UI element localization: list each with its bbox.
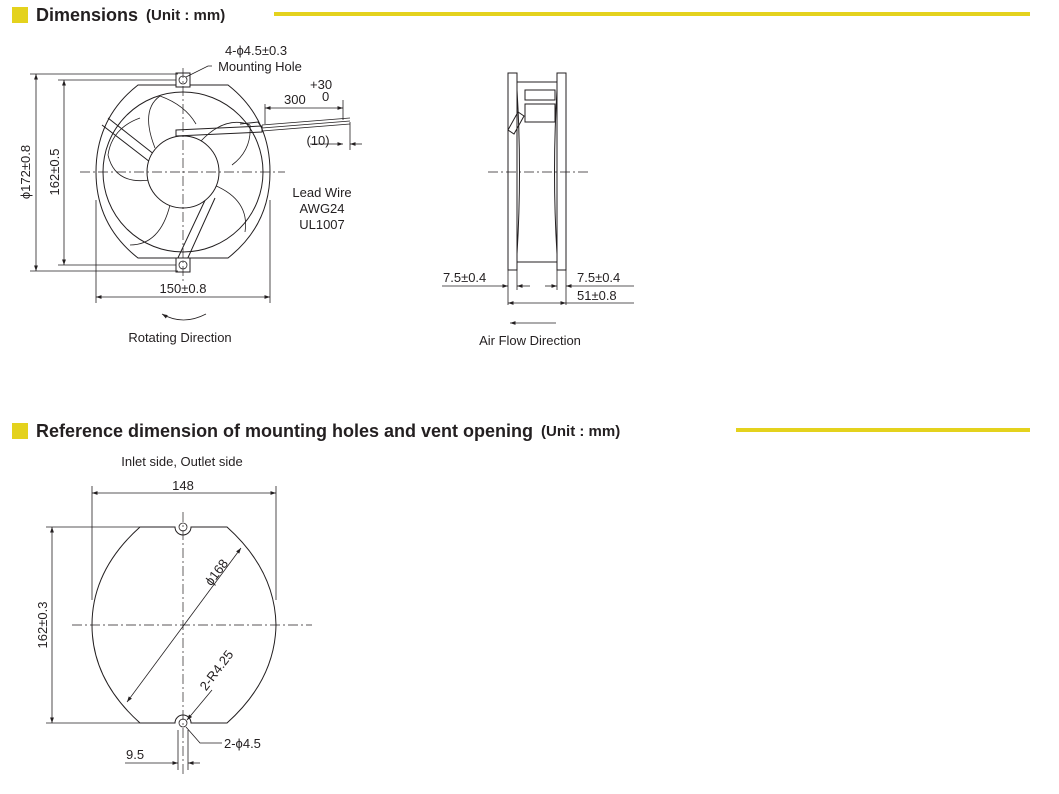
outer-diameter-label: ϕ172±0.8	[18, 144, 33, 200]
depth-label: 51±0.8	[577, 288, 617, 303]
wire-tol-minus: 0	[322, 89, 330, 104]
air-flow-label: Air Flow Direction	[479, 333, 581, 348]
ref-hole-label: 2-ϕ4.5	[224, 736, 261, 751]
right-flange	[557, 73, 566, 270]
width-label: 150±0.8	[159, 281, 207, 296]
ref-hole-leader	[186, 727, 222, 743]
height-label: 162±0.5	[47, 148, 62, 196]
lead-wire-label: Lead Wire	[292, 185, 352, 200]
motor-label-block	[525, 104, 555, 122]
side-view	[442, 73, 634, 348]
side-wire-grommet	[508, 112, 524, 134]
wire-strip: (10)	[306, 133, 330, 148]
reference-view	[35, 454, 312, 775]
dim-ref-radius	[187, 690, 212, 720]
lead-wire-standard: UL1007	[299, 217, 345, 232]
section-title: Reference dimension of mounting holes and vent opening	[36, 420, 534, 441]
ref-offset-label: 9.5	[126, 747, 145, 762]
wire-tol-plus: +30	[310, 77, 333, 92]
lead-wire-gauge: AWG24	[299, 201, 345, 216]
rotating-direction-label: Rotating Direction	[128, 330, 232, 345]
left-flange-label: 7.5±0.4	[443, 270, 487, 285]
section-unit: (Unit : mm)	[146, 6, 226, 24]
ref-height-label: 162±0.3	[35, 601, 50, 649]
right-flange-label: 7.5±0.4	[577, 270, 621, 285]
ref-caption: Inlet side, Outlet side	[121, 454, 243, 469]
rotating-direction-arrow-icon	[162, 314, 206, 320]
ref-diameter-label: ϕ168	[201, 556, 232, 589]
mounting-hole-leader	[186, 66, 212, 77]
mounting-hole-spec: 4-ϕ4.5±0.3	[224, 43, 288, 58]
motor-label-block	[525, 90, 555, 100]
section-unit: (Unit : mm)	[541, 422, 621, 440]
ref-radius-label: 2-R4.25	[196, 647, 237, 694]
mounting-hole-label: Mounting Hole	[218, 59, 302, 74]
section-title: Dimensions	[36, 4, 139, 25]
ref-width-label: 148	[172, 478, 194, 493]
left-flange	[508, 73, 517, 270]
lead-wire	[262, 118, 350, 131]
wire-length: 300	[284, 92, 306, 107]
front-view	[18, 43, 362, 345]
